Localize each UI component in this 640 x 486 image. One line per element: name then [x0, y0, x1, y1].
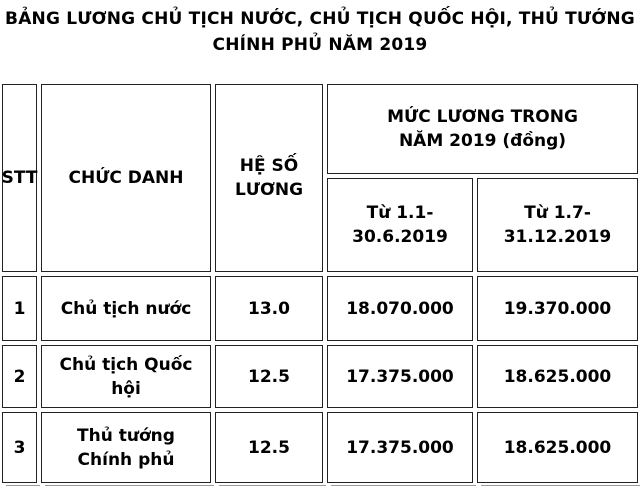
table-row-1-stt: 1 — [2, 276, 37, 341]
page-title — [0, 6, 640, 58]
table-row-1-chuc-danh: Chủ tịch nước — [41, 276, 211, 341]
title-line-2: CHÍNH PHỦ NĂM 2019 — [212, 35, 428, 55]
table-row-2-chuc-danh: Chủ tịch Quốc hội — [41, 345, 211, 408]
table-row-3-he-so: 12.5 — [215, 412, 323, 483]
table-row-3-luong-2: 18.625.000 — [477, 412, 638, 483]
table-row-3-luong-1: 17.375.000 — [327, 412, 473, 483]
table-row-2-he-so: 12.5 — [215, 345, 323, 408]
table-row-2-luong-2: 18.625.000 — [477, 345, 638, 408]
salary-table — [0, 82, 640, 485]
table-row-1-luong-1: 18.070.000 — [327, 276, 473, 341]
table-row-2-luong-1: 17.375.000 — [327, 345, 473, 408]
header-period-2: Từ 1.7-31.12.2019 — [477, 178, 638, 272]
table-row-3-stt: 3 — [2, 412, 37, 483]
table-row-3-chuc-danh: Thủ tướng Chính phủ — [41, 412, 211, 483]
table-row-1-luong-2: 19.370.000 — [477, 276, 638, 341]
header-chuc-danh: CHỨC DANH — [41, 84, 211, 272]
header-muc-luong: MỨC LƯƠNG TRONG NĂM 2019 (đồng) — [327, 84, 638, 174]
table-row-2-stt: 2 — [2, 345, 37, 408]
title-line-1: BẢNG LƯƠNG CHỦ TỊCH NƯỚC, CHỦ TỊCH QUỐC HỘI, THỦ TƯỚNG — [5, 9, 635, 29]
header-stt: STT — [2, 84, 37, 272]
header-he-so-luong: HỆ SỐ LƯƠNG — [215, 84, 323, 272]
table-row-1-he-so: 13.0 — [215, 276, 323, 341]
header-period-1: Từ 1.1-30.6.2019 — [327, 178, 473, 272]
